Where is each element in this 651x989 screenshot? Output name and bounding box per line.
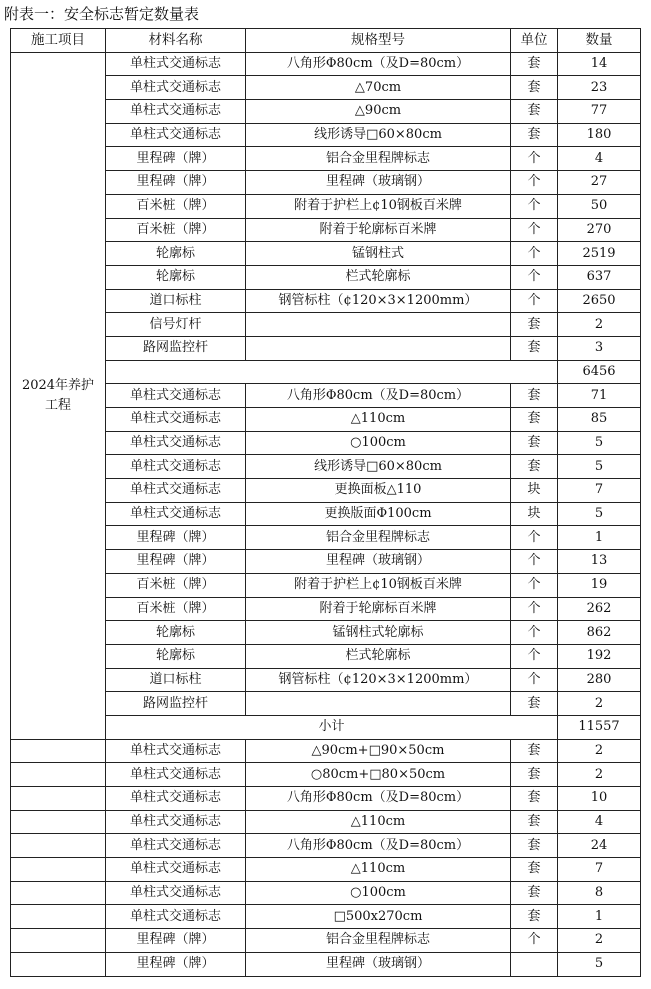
material-cell: 道口标柱 (106, 289, 246, 313)
table-row (11, 763, 641, 787)
unit-cell: 套 (511, 76, 558, 100)
unit-cell: 套 (511, 810, 558, 834)
col-header-quantity: 数量 (558, 29, 641, 53)
subtotal-label-cell (106, 360, 558, 384)
unit-cell: 个 (511, 550, 558, 574)
table-row (11, 905, 641, 929)
table-row (11, 573, 641, 597)
spec-cell: 里程碑（玻璃钢） (246, 550, 511, 574)
table-row (11, 787, 641, 811)
material-cell: 百米桩（牌） (106, 194, 246, 218)
spec-cell (246, 336, 511, 360)
project-cell-empty (11, 763, 106, 787)
table-row (11, 858, 641, 882)
spec-cell: △110cm (246, 858, 511, 882)
material-cell: 单柱式交通标志 (106, 384, 246, 408)
spec-cell: □500x270cm (246, 905, 511, 929)
table-row (11, 692, 641, 716)
quantity-cell: 5 (558, 455, 641, 479)
table-row (11, 100, 641, 124)
table-row (11, 431, 641, 455)
table-row (11, 408, 641, 432)
spec-cell: 更换版面Φ100cm (246, 502, 511, 526)
col-header-spec: 规格型号 (246, 29, 511, 53)
material-cell: 轮廓标 (106, 644, 246, 668)
table-row (11, 621, 641, 645)
project-cell: 2024年养护工程 (11, 52, 106, 739)
material-cell: 单柱式交通标志 (106, 76, 246, 100)
material-cell: 单柱式交通标志 (106, 810, 246, 834)
material-cell: 轮廓标 (106, 265, 246, 289)
spec-cell: 锰钢柱式 (246, 242, 511, 266)
table-body (11, 52, 641, 976)
quantity-cell: 1 (558, 905, 641, 929)
quantity-cell: 50 (558, 194, 641, 218)
spec-cell: △110cm (246, 810, 511, 834)
unit-cell: 套 (511, 858, 558, 882)
unit-cell: 个 (511, 526, 558, 550)
unit-cell: 套 (511, 100, 558, 124)
table-row (11, 76, 641, 100)
spec-cell: 更换面板△110 (246, 479, 511, 503)
subtotal-label: 小计 (106, 715, 558, 739)
quantity-cell: 2 (558, 763, 641, 787)
unit-cell: 块 (511, 502, 558, 526)
quantity-cell: 10 (558, 787, 641, 811)
subtotal-value: 6456 (558, 360, 641, 384)
spec-cell: 附着于护栏上¢10钢板百米牌 (246, 194, 511, 218)
material-cell: 里程碑（牌） (106, 171, 246, 195)
quantity-cell: 2 (558, 692, 641, 716)
quantity-cell: 19 (558, 573, 641, 597)
spec-cell: 附着于轮廓标百米牌 (246, 597, 511, 621)
spec-cell: 八角形Φ80cm（及D=80cm） (246, 52, 511, 76)
unit-cell: 个 (511, 644, 558, 668)
unit-cell: 套 (511, 787, 558, 811)
spec-cell: 八角形Φ80cm（及D=80cm） (246, 787, 511, 811)
table-row (11, 597, 641, 621)
spec-cell: 栏式轮廓标 (246, 644, 511, 668)
unit-cell: 个 (511, 147, 558, 171)
table-row (11, 834, 641, 858)
spec-cell: ○80cm+□80×50cm (246, 763, 511, 787)
project-cell-empty (11, 881, 106, 905)
material-cell: 轮廓标 (106, 242, 246, 266)
quantity-cell: 2 (558, 313, 641, 337)
material-cell: 单柱式交通标志 (106, 408, 246, 432)
spec-cell (246, 692, 511, 716)
spec-cell: 线形诱导□60×80cm (246, 455, 511, 479)
spec-cell: △70cm (246, 76, 511, 100)
material-cell: 单柱式交通标志 (106, 123, 246, 147)
spec-cell: 附着于护栏上¢10钢板百米牌 (246, 573, 511, 597)
table-row (11, 265, 641, 289)
quantity-cell: 23 (558, 76, 641, 100)
col-header-project: 施工项目 (11, 29, 106, 53)
quantity-cell: 8 (558, 881, 641, 905)
table-row (11, 171, 641, 195)
quantity-cell: 71 (558, 384, 641, 408)
project-cell-empty (11, 905, 106, 929)
material-cell: 单柱式交通标志 (106, 881, 246, 905)
project-cell-empty (11, 739, 106, 763)
spec-cell: 铝合金里程牌标志 (246, 929, 511, 953)
spec-cell: 铝合金里程牌标志 (246, 147, 511, 171)
quantity-cell: 14 (558, 52, 641, 76)
quantity-cell: 85 (558, 408, 641, 432)
project-cell-empty (11, 787, 106, 811)
project-cell-empty (11, 810, 106, 834)
table-row (11, 52, 641, 76)
unit-cell: 个 (511, 194, 558, 218)
unit-cell (511, 952, 558, 976)
unit-cell: 套 (511, 834, 558, 858)
quantity-cell: 5 (558, 502, 641, 526)
quantity-cell: 5 (558, 952, 641, 976)
quantity-cell: 2519 (558, 242, 641, 266)
quantity-cell: 192 (558, 644, 641, 668)
table-row (11, 881, 641, 905)
unit-cell: 套 (511, 763, 558, 787)
material-cell: 百米桩（牌） (106, 597, 246, 621)
material-cell: 单柱式交通标志 (106, 455, 246, 479)
unit-cell: 套 (511, 384, 558, 408)
spec-cell: 铝合金里程牌标志 (246, 526, 511, 550)
material-cell: 里程碑（牌） (106, 147, 246, 171)
quantity-cell: 1 (558, 526, 641, 550)
spec-cell: 里程碑（玻璃钢） (246, 171, 511, 195)
table-row (11, 123, 641, 147)
project-cell-empty (11, 929, 106, 953)
unit-cell: 个 (511, 621, 558, 645)
unit-cell: 套 (511, 455, 558, 479)
unit-cell: 套 (511, 905, 558, 929)
subtotal-row (11, 360, 641, 384)
quantity-cell: 180 (558, 123, 641, 147)
material-cell: 单柱式交通标志 (106, 502, 246, 526)
unit-cell: 个 (511, 265, 558, 289)
material-cell: 单柱式交通标志 (106, 431, 246, 455)
unit-cell: 个 (511, 573, 558, 597)
material-cell: 路网监控杆 (106, 692, 246, 716)
material-cell: 单柱式交通标志 (106, 834, 246, 858)
material-cell: 里程碑（牌） (106, 526, 246, 550)
quantity-cell: 3 (558, 336, 641, 360)
table-row (11, 929, 641, 953)
material-cell: 单柱式交通标志 (106, 858, 246, 882)
unit-cell: 个 (511, 289, 558, 313)
table-row (11, 644, 641, 668)
table-row (11, 147, 641, 171)
table-row (11, 739, 641, 763)
table-row (11, 336, 641, 360)
unit-cell: 个 (511, 929, 558, 953)
quantity-cell: 77 (558, 100, 641, 124)
spec-cell: 栏式轮廓标 (246, 265, 511, 289)
table-row (11, 313, 641, 337)
material-cell: 百米桩（牌） (106, 218, 246, 242)
unit-cell: 套 (511, 431, 558, 455)
subtotal-row (11, 715, 641, 739)
unit-cell: 套 (511, 881, 558, 905)
table-row (11, 810, 641, 834)
spec-cell: 八角形Φ80cm（及D=80cm） (246, 384, 511, 408)
unit-cell: 个 (511, 218, 558, 242)
table-row (11, 455, 641, 479)
subtotal-value: 11557 (558, 715, 641, 739)
material-cell: 单柱式交通标志 (106, 905, 246, 929)
quantity-cell: 4 (558, 810, 641, 834)
spec-cell: 八角形Φ80cm（及D=80cm） (246, 834, 511, 858)
unit-cell: 套 (511, 123, 558, 147)
quantity-cell: 5 (558, 431, 641, 455)
quantity-cell: 24 (558, 834, 641, 858)
material-cell: 单柱式交通标志 (106, 100, 246, 124)
quantity-cell: 7 (558, 479, 641, 503)
spec-cell: △90cm+□90×50cm (246, 739, 511, 763)
spec-cell: 钢管标柱（¢120×3×1200mm） (246, 668, 511, 692)
spec-cell: 里程碑（玻璃钢） (246, 952, 511, 976)
spec-cell: △90cm (246, 100, 511, 124)
unit-cell: 个 (511, 242, 558, 266)
project-cell-empty (11, 834, 106, 858)
unit-cell: 套 (511, 739, 558, 763)
table-row (11, 526, 641, 550)
material-cell: 里程碑（牌） (106, 929, 246, 953)
project-cell-empty (11, 952, 106, 976)
quantity-cell: 280 (558, 668, 641, 692)
header-row (11, 29, 641, 53)
material-cell: 单柱式交通标志 (106, 52, 246, 76)
quantity-cell: 2 (558, 739, 641, 763)
col-header-unit: 单位 (511, 29, 558, 53)
page-title: 附表一：安全标志暂定数量表 (4, 5, 200, 23)
spec-cell: ○100cm (246, 431, 511, 455)
material-cell: 里程碑（牌） (106, 550, 246, 574)
table-row (11, 218, 641, 242)
spec-cell: △110cm (246, 408, 511, 432)
material-cell: 道口标柱 (106, 668, 246, 692)
quantity-cell: 637 (558, 265, 641, 289)
spec-cell: ○100cm (246, 881, 511, 905)
unit-cell: 个 (511, 668, 558, 692)
quantity-cell: 13 (558, 550, 641, 574)
project-cell-empty (11, 858, 106, 882)
material-cell: 信号灯杆 (106, 313, 246, 337)
unit-cell: 套 (511, 336, 558, 360)
spec-cell: 附着于轮廓标百米牌 (246, 218, 511, 242)
table-row (11, 289, 641, 313)
quantity-table (10, 28, 641, 977)
unit-cell: 个 (511, 597, 558, 621)
table-row (11, 502, 641, 526)
spec-cell (246, 313, 511, 337)
col-header-material: 材料名称 (106, 29, 246, 53)
material-cell: 里程碑（牌） (106, 952, 246, 976)
quantity-cell: 4 (558, 147, 641, 171)
quantity-cell: 27 (558, 171, 641, 195)
quantity-cell: 262 (558, 597, 641, 621)
table-row (11, 479, 641, 503)
material-cell: 百米桩（牌） (106, 573, 246, 597)
unit-cell: 块 (511, 479, 558, 503)
spec-cell: 锰钢柱式轮廓标 (246, 621, 511, 645)
quantity-cell: 2650 (558, 289, 641, 313)
table-row (11, 384, 641, 408)
quantity-cell: 862 (558, 621, 641, 645)
table-row (11, 194, 641, 218)
quantity-cell: 7 (558, 858, 641, 882)
unit-cell: 套 (511, 692, 558, 716)
table-row (11, 952, 641, 976)
material-cell: 单柱式交通标志 (106, 739, 246, 763)
quantity-cell: 2 (558, 929, 641, 953)
quantity-cell: 270 (558, 218, 641, 242)
unit-cell: 套 (511, 408, 558, 432)
material-cell: 单柱式交通标志 (106, 479, 246, 503)
table-row (11, 242, 641, 266)
unit-cell: 套 (511, 52, 558, 76)
table-row (11, 668, 641, 692)
material-cell: 路网监控杆 (106, 336, 246, 360)
spec-cell: 线形诱导□60×80cm (246, 123, 511, 147)
material-cell: 轮廓标 (106, 621, 246, 645)
material-cell: 单柱式交通标志 (106, 787, 246, 811)
table-row (11, 550, 641, 574)
spec-cell: 钢管标柱（¢120×3×1200mm） (246, 289, 511, 313)
unit-cell: 个 (511, 171, 558, 195)
unit-cell: 套 (511, 313, 558, 337)
material-cell: 单柱式交通标志 (106, 763, 246, 787)
